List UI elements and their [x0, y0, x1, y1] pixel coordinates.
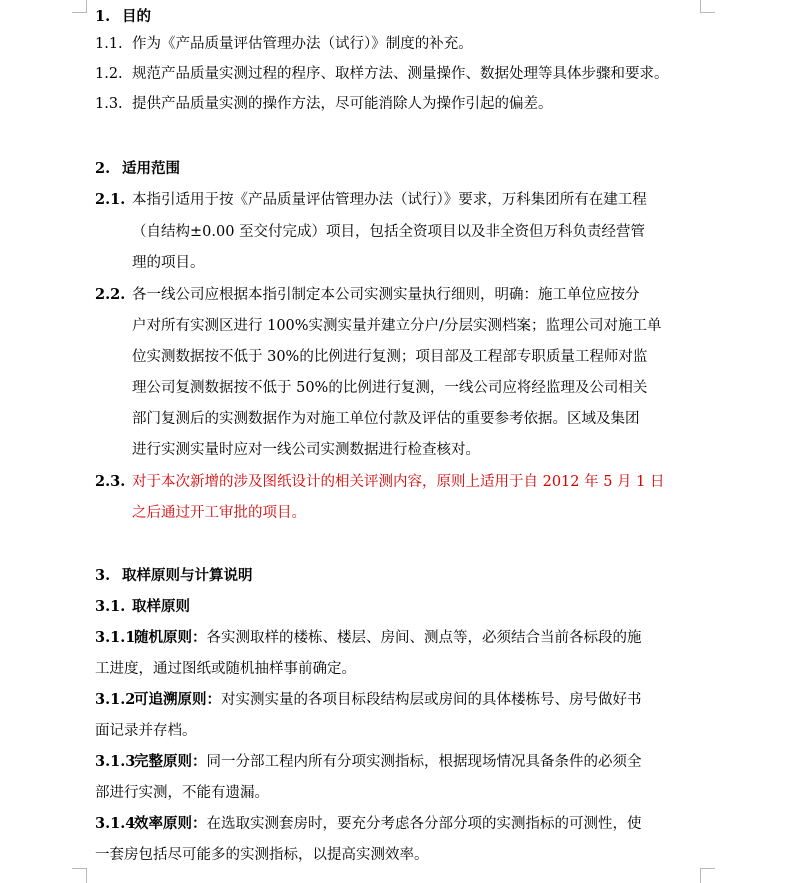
crop-mark-top-right [700, 0, 715, 13]
term-label: 效率原则： [134, 815, 207, 832]
term-label: 完整原则： [134, 753, 207, 770]
term-text: 各实测取样的楼栋、楼层、房间、测点等，必须结合当前各标段的施 [206, 630, 642, 646]
crop-mark-bottom-left [72, 868, 87, 883]
term-text: 对实测实量的各项目标段结构层或房间的具体楼栋号、房号做好书 [221, 692, 642, 708]
document-page: 1. 目的 1.1. 作为《产品质量评估管理办法（试行）》制度的补充。 1.2. 规范产品质量实测过程的程序、取样方法、测量操作、数据处理等具体步骤和要求。 1.3. 提供产品质量实测的操作方法，尽可能消除人为操作引起的偏差。 2. 适用范围 2.1. 本指引适用于按《产品质量评估管理办法（试行）》要求，万科集团所有在建工程 （自结构±0.00 至交付完成）项目，包括全资项目以及非全资但万科负责经营管 理的项目。 2.2. 各一线公司应根据本指引制定本公司实测实量执行细则，明确：施工单位应按分 户对所有实测区进行 100%实测实量并建立分户/分层实测档案；监理公司对施工单 位实测数据按不低于 30%的比例进行复测；项目部及工程部专职质量工程师对监 理公司复测数据按不低于 50%的比例进行复测，一线公司应将经监理及公司相关 部门复测后的实测数据作为对施工单位付款及评估的重要参考依据。区域及集团 进行实测实量时应对一线公司实测数据进行检查核对。 2.3. 对于本次新增的涉及图纸设计的相关评测内容，原则上适用于自 2012 年 5 月 1 日 之后通过开工审批的项目。 3. 取样原则与计算说明 3.1. 取样原则 3.1.1 随机原则：各实测取样的楼栋、楼层、房间、测点等，必须结合当前各标段的施 工进度，通过图纸或随机抽样事前确定。 3.1.2 可追溯原则：对实测实量的各项目标段结构层或房间的具体楼栋号、房号做好书 面记录并存档。 3.1.3 完整原则：同一分部工程内所有分项实测指标，根据现场情况具备条件的必须全 部进行实测，不能有遗漏。 3.1.4 效率原则：在选取实测套房时，要充分考虑各分部分项的实测指标的可测性，使 一套房包括尽可能多的实测指标，以提高实测效率。 [0, 0, 796, 877]
crop-mark-top-left [72, 0, 87, 13]
term-text: 在选取实测套房时，要充分考虑各分部分项的实测指标的可测性，使 [206, 816, 642, 832]
term-label: 可追溯原则： [134, 691, 221, 708]
term-text: 同一分部工程内所有分项实测指标，根据现场情况具备条件的必须全 [206, 754, 642, 770]
term-label: 随机原则： [134, 629, 207, 646]
crop-mark-bottom-right [700, 868, 715, 883]
